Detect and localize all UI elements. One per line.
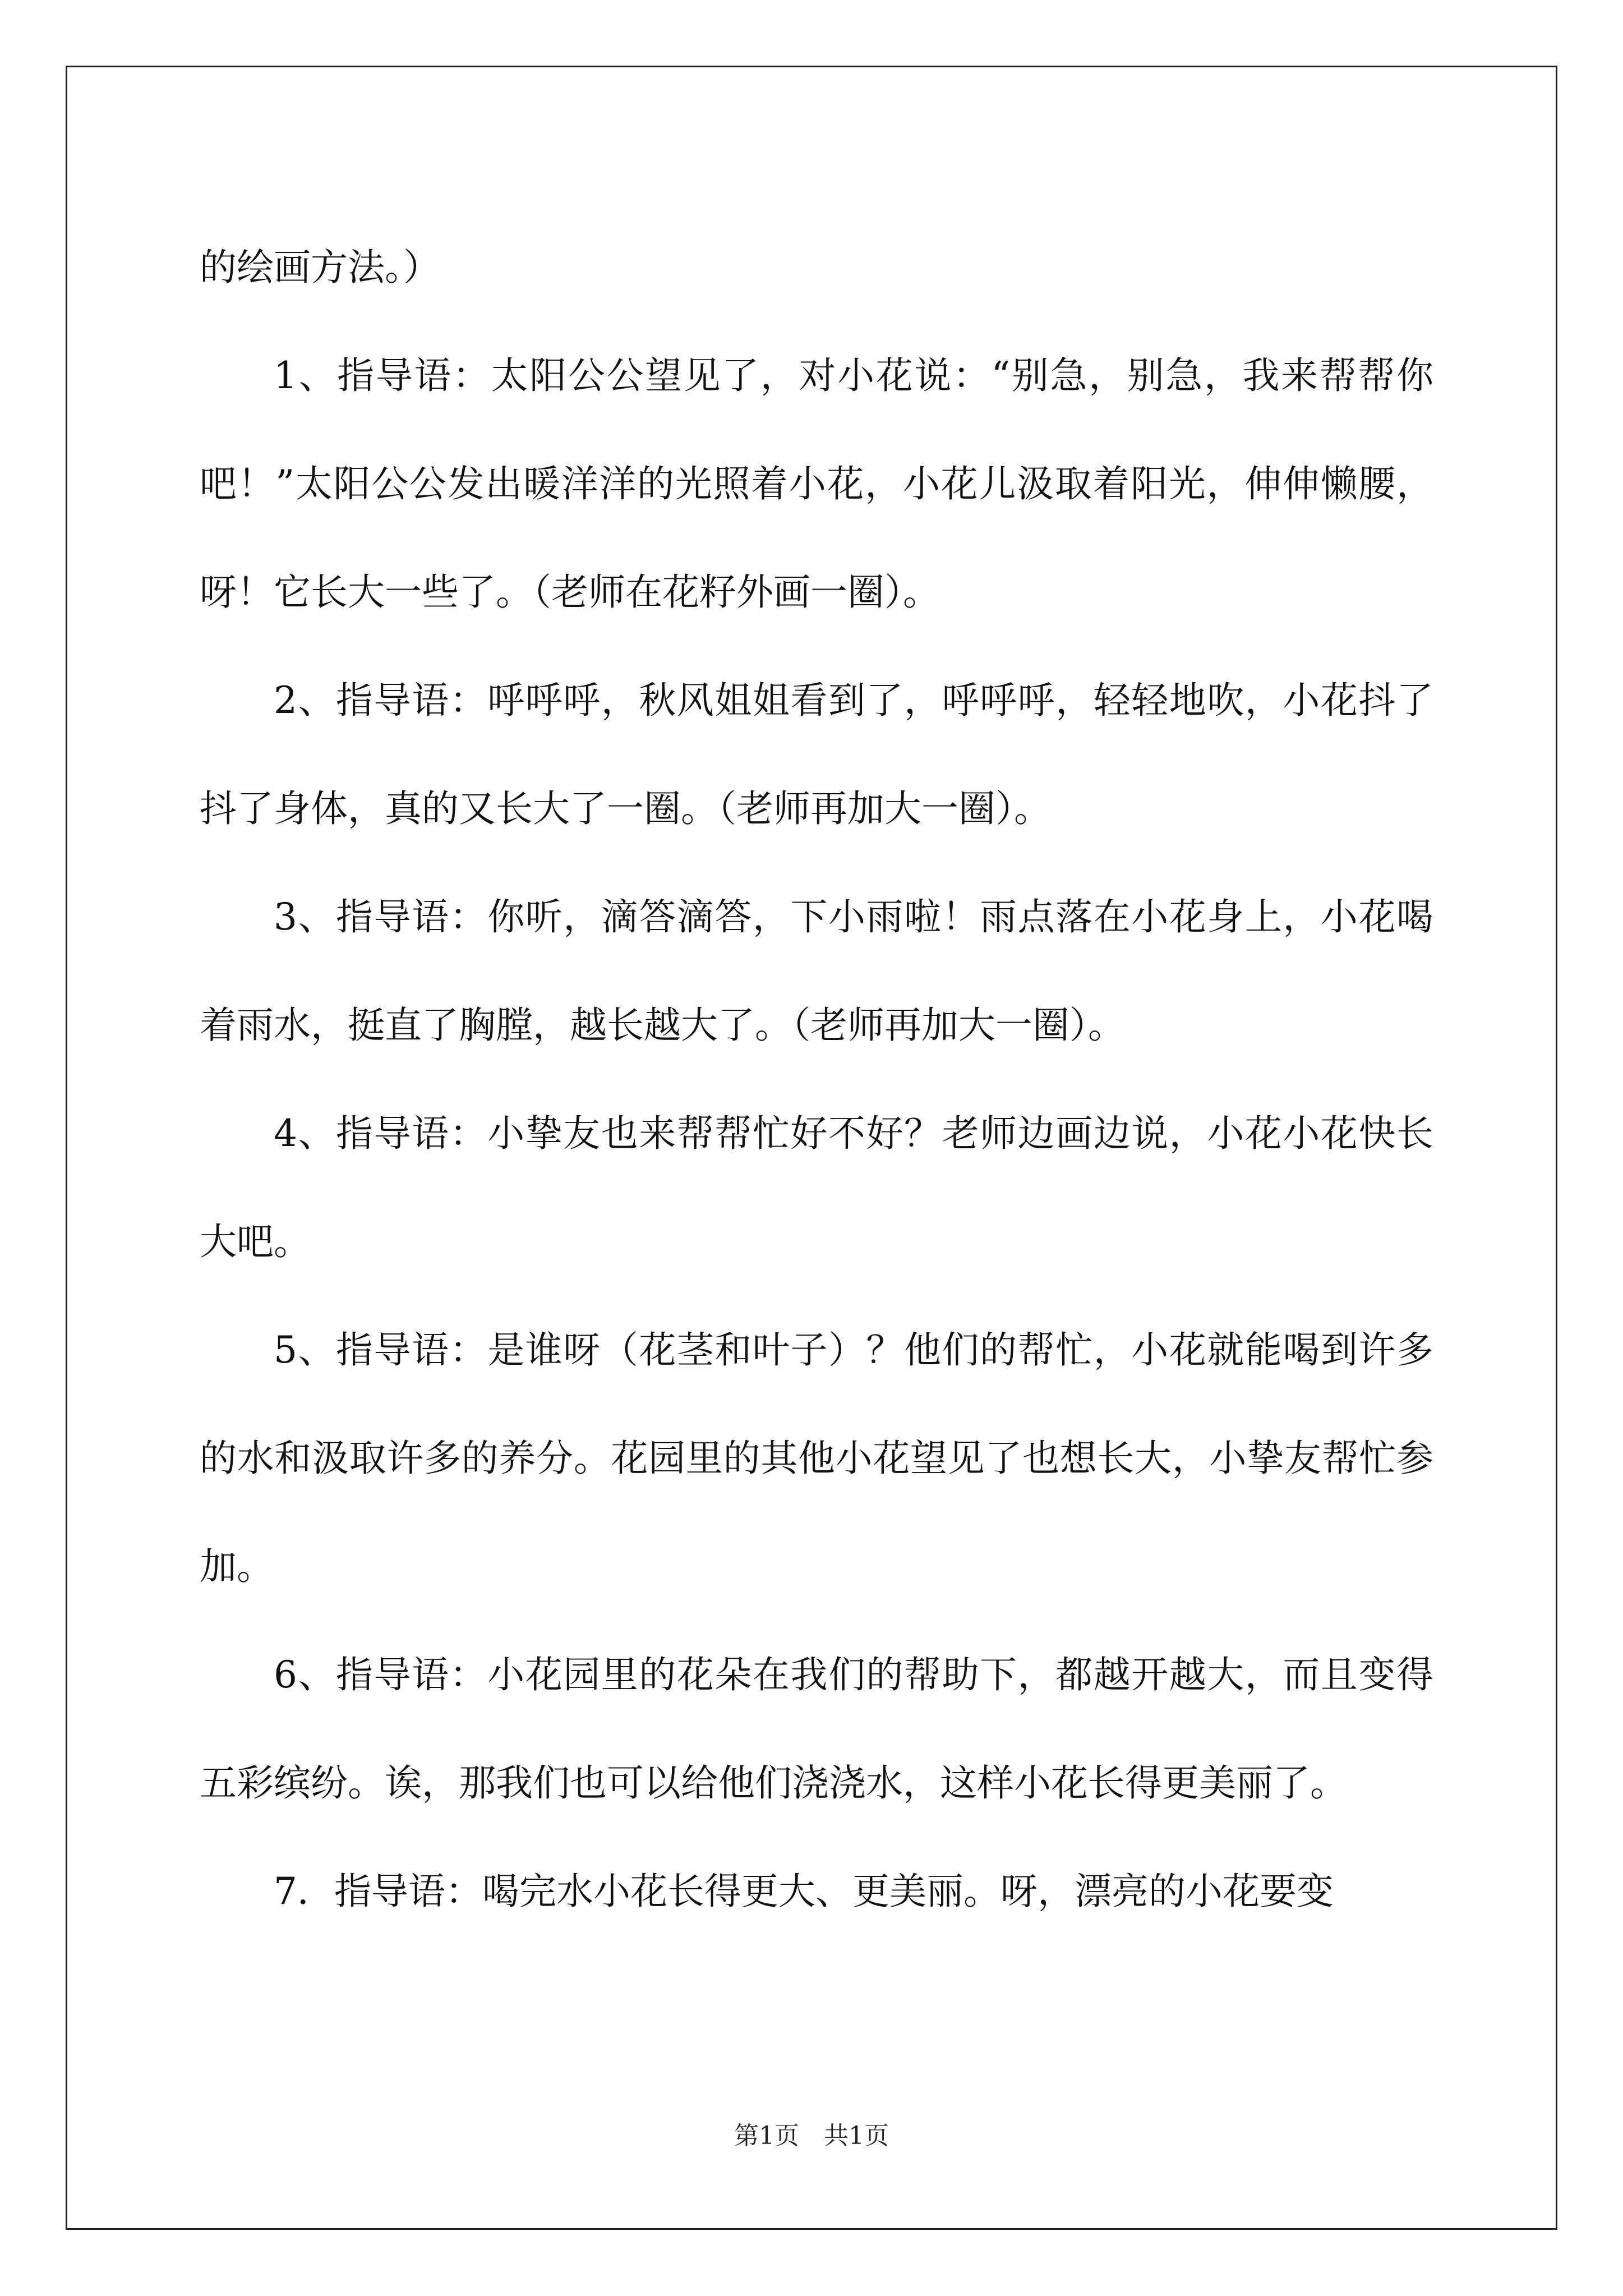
paragraph-3: 3、指导语：你听，滴答滴答，下小雨啦！雨点落在小花身上，小花喝着雨水，挺直了胸膛，越长越大了。（老师再加大一圈）。 [200, 895, 1433, 1047]
paragraph-6: 6、指导语：小花园里的花朵在我们的帮助下，都越开越大，而且变得五彩缤纷。诶，那我们也可以给他们浇浇水，这样小花长得更美丽了。 [200, 1653, 1433, 1805]
paragraph-1: 1、指导语：太阳公公望见了，对小花说：“别急，别急，我来帮帮你吧！”太阳公公发出暖洋洋的光照着小花，小花儿汲取着阳光，伸伸懒腰，呀！它长大一些了。（老师在花籽外画一圈）。 [200, 354, 1433, 614]
paragraph-5: 5、指导语：是谁呀（花茎和叶子）？他们的帮忙，小花就能喝到许多的水和汲取许多的养分。花园里的其他小花望见了也想长大，小挚友帮忙参加。 [200, 1328, 1433, 1588]
document-body [200, 213, 1433, 1945]
page-footer: 第1页 共1页 [734, 2122, 889, 2150]
paragraph-0: 的绘画方法。） [200, 246, 440, 289]
paragraph-4: 4、指导语：小挚友也来帮帮忙好不好？老师边画边说，小花小花快长大吧。 [200, 1112, 1433, 1263]
paragraph-7: 7．指导语：喝完水小花长得更大、更美丽。呀，漂亮的小花要变 [274, 1870, 1334, 1913]
paragraph-2: 2、指导语：呼呼呼，秋风姐姐看到了，呼呼呼，轻轻地吹，小花抖了抖了身体，真的又长大了一圈。（老师再加大一圈）。 [200, 679, 1433, 830]
